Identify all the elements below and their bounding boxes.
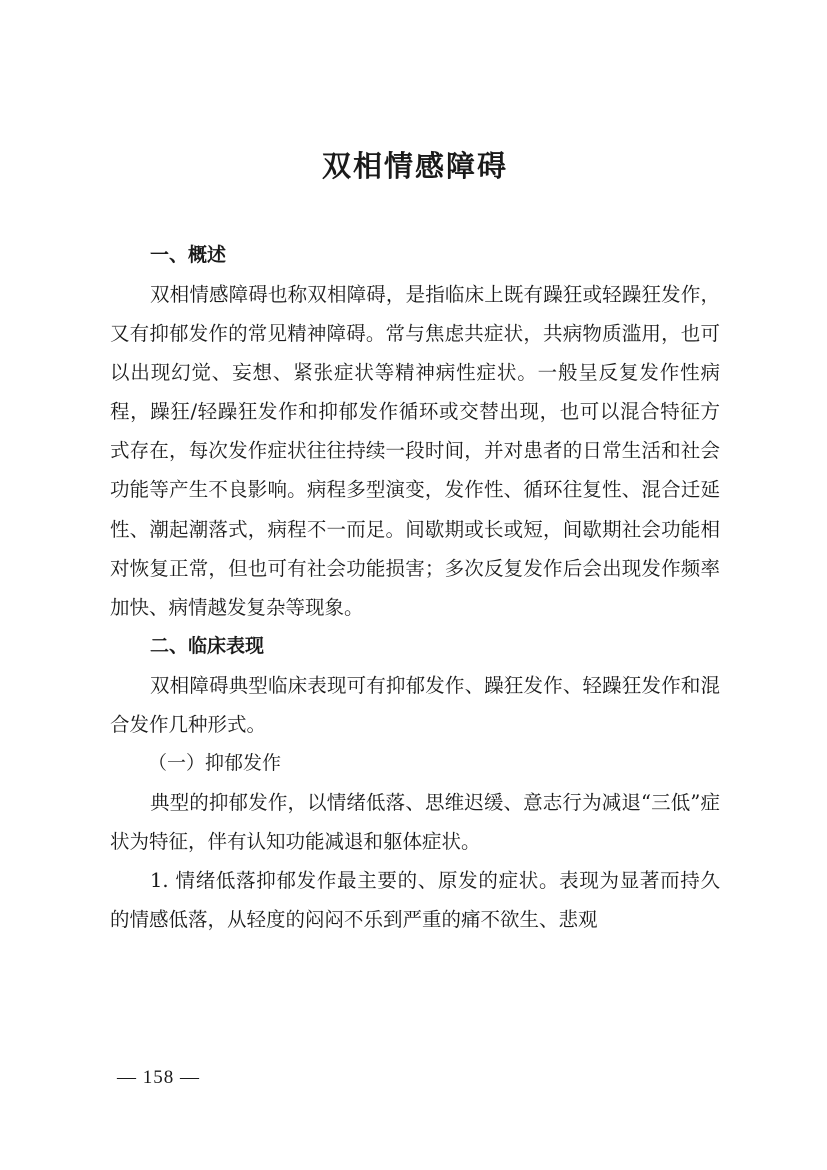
document-body <box>110 236 720 939</box>
paragraph-mood: 1. 情绪低落抑郁发作最主要的、原发的症状。表现为显著而持久的情感低落，从轻度的闷闷不乐到严重的痛不欲生、悲观 <box>110 869 720 932</box>
paragraph-depression: 典型的抑郁发作，以情绪低落、思维迟缓、意志行为减退“三低”症状为特征，伴有认知功能减退和躯体症状。 <box>110 791 720 854</box>
document-title: 双相情感障碍 <box>321 149 508 183</box>
section-heading-overview: 一、概述 <box>150 244 227 266</box>
paragraph-clinical: 双相障碍典型临床表现可有抑郁发作、躁狂发作、轻躁狂发作和混合发作几种形式。 <box>110 673 720 736</box>
subsection-heading-depression: （一）抑郁发作 <box>148 752 282 775</box>
paragraph-overview: 双相情感障碍也称双相障碍，是指临床上既有躁狂或轻躁狂发作，又有抑郁发作的常见精神障碍。常与焦虑共症状，共病物质滥用，也可以出现幻觉、妄想、紧张症状等精神病性症状。一般呈反复发作性病程，躁狂/轻躁狂发作和抑郁发作循环或交替出现，也可以混合特征方式存在，每次发作症状往往持续一段时间，并对患者的日常生活和社会功能等产生不良影响。病程多型演变，发作性、循环往复性、混合迁延性、潮起潮落式，病程不一而足。间歇期或长或短，间歇期社会功能相对恢复正常，但也可有社会功能损害；多次反复发作后会出现发作频率加快、病情越发复杂等现象。 <box>110 283 720 619</box>
section-heading-clinical: 二、临床表现 <box>150 634 265 657</box>
page-number: — 158 — <box>117 1067 200 1088</box>
